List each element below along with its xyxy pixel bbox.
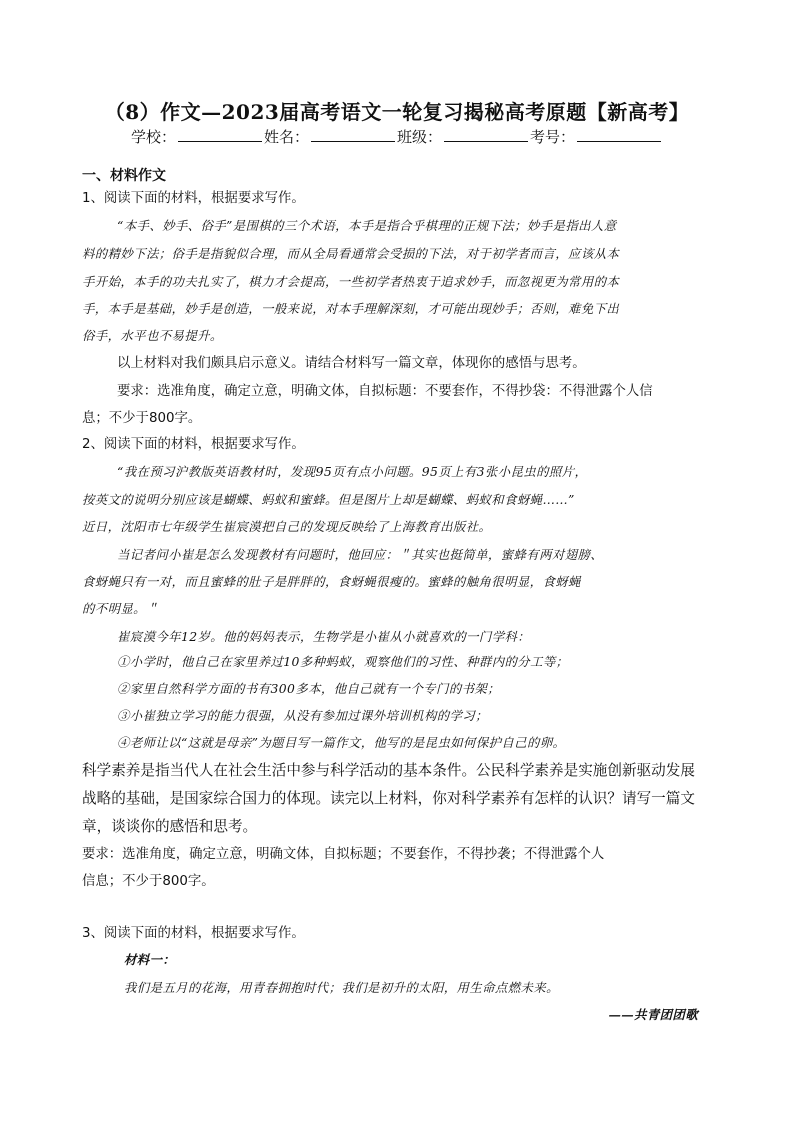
q2-material-line: 食蚜蝇只有一对，而且蜜蜂的肚子是胖胖的，食蚜蝇很瘦的。蜜蜂的触角很明显，食蚜蝇 (82, 574, 581, 589)
school-label: 学校： (130, 128, 176, 146)
q2-list-item: ①小学时，他自己在家里养过10多种蚂蚁，观察他们的习性、种群内的分工等； (117, 654, 569, 669)
q2-requirement: 要求：选准角度，确定立意，明确文体，自拟标题；不要套作，不得抄袭；不得泄露个人 (82, 847, 605, 862)
q1-requirement: 要求：选准角度，确定立意，明确文体，自拟标题：不要套作，不得抄袋：不得泄露个人信 (117, 384, 653, 399)
q2-material-line: 近日，沈阳市七年级学生崔宸漠把自己的发现反映给了上海教育出版社。 (82, 519, 492, 534)
q2-list-item: ③小崔独立学习的能力很强，从没有参加过课外培训机构的学习； (117, 708, 488, 723)
document-title: （8）作文—2023届高考语文一轮复习揭秘高考原题【新高考】 (104, 100, 690, 124)
q3-prompt: 3、阅读下面的材料，根据要求写作。 (82, 926, 305, 941)
q1-material-line: 手开始，本手的功夫扎实了，棋力才会提高，一些初学者热衷于追求妙手，而忽视更为常用的本 (82, 274, 620, 289)
q1-task: 以上材料对我们颇具启示意义。请结合材料写一篇文章，体现你的感悟与思考。 (117, 356, 586, 371)
name-label: 姓名： (263, 128, 309, 146)
name-blank[interactable] (311, 127, 395, 142)
q2-material-line: 当记者问小崔是怎么发现教材有问题时，他回应：＂其实也挺简单，蜜蜂有两对翅膀、 (117, 547, 604, 562)
q1-material-line: 俗手，水平也不易提升。 (82, 328, 223, 343)
q3-material-source: ——共青团团歌 (608, 1007, 698, 1022)
section-heading: 一、材料作文 (82, 168, 166, 184)
q1-requirement: 息；不少于800字。 (82, 411, 202, 426)
q2-material-line: “我在预习沪教版英语教材时，发现95页有点小问题。95页上有3张小昆虫的照片， (117, 464, 588, 479)
q2-task-line: 章，谈谈你的感悟和思考。 (82, 818, 258, 835)
q2-task-line: 战略的基础，是国家综合国力的体现。读完以上材料，你对科学素养有怎样的认识？请写一篇文 (82, 790, 695, 807)
q3-material-label: 材料一： (124, 952, 176, 967)
exam-no-label: 考号： (530, 128, 576, 146)
q1-material-line: 料的精妙下法；俗手是指貌似合理，而从全局看通常会受损的下法，对于初学者而言，应该从本 (82, 246, 620, 261)
q2-material-line: 崔宸漠今年12岁。他的妈妈表示，生物学是小崔从小就喜欢的一门学科： (117, 629, 531, 644)
exam-no-blank[interactable] (577, 127, 661, 142)
q1-material-line: 手，本手是基础，妙手是创造，一般来说，对本手理解深刻，才可能出现妙手；否则，难免下出 (82, 301, 620, 316)
q1-material-line: “本手、妙手、俗手”是围棋的三个术语，本手是指合乎棋理的正规下法；妙手是指出人意 (117, 218, 617, 233)
q2-list-item: ②家里自然科学方面的书有300多本，他自己就有一个专门的书架； (117, 681, 500, 696)
q3-material-line: 我们是五月的花海，用青春拥抱时代；我们是初升的太阳，用生命点燃未来。 (124, 980, 559, 995)
q1-prompt: 1、阅读下面的材料，根据要求写作。 (82, 191, 305, 206)
q2-material-line: 按英文的说明分别应该是蝴蝶、蚂蚁和蜜蜂。但是图片上却是蝴蝶、蚂蚁和食蚜蝇……” (82, 492, 575, 507)
q2-material-line: 的不明显。＂ (82, 601, 159, 616)
q2-prompt: 2、阅读下面的材料，根据要求写作。 (82, 437, 305, 452)
q2-list-item: ④老师让以“这就是母亲”为题目写一篇作文，他写的是昆虫如何保护自己的卵。 (117, 735, 566, 750)
student-info-row (0, 126, 794, 147)
q2-task-line: 科学素养是指当代人在社会生活中参与科学活动的基本条件。公民科学素养是实施创新驱动发展 (82, 762, 695, 779)
q2-requirement: 信息；不少于800字。 (82, 874, 215, 889)
class-blank[interactable] (444, 127, 528, 142)
school-blank[interactable] (178, 127, 262, 142)
class-label: 班级： (397, 128, 443, 146)
